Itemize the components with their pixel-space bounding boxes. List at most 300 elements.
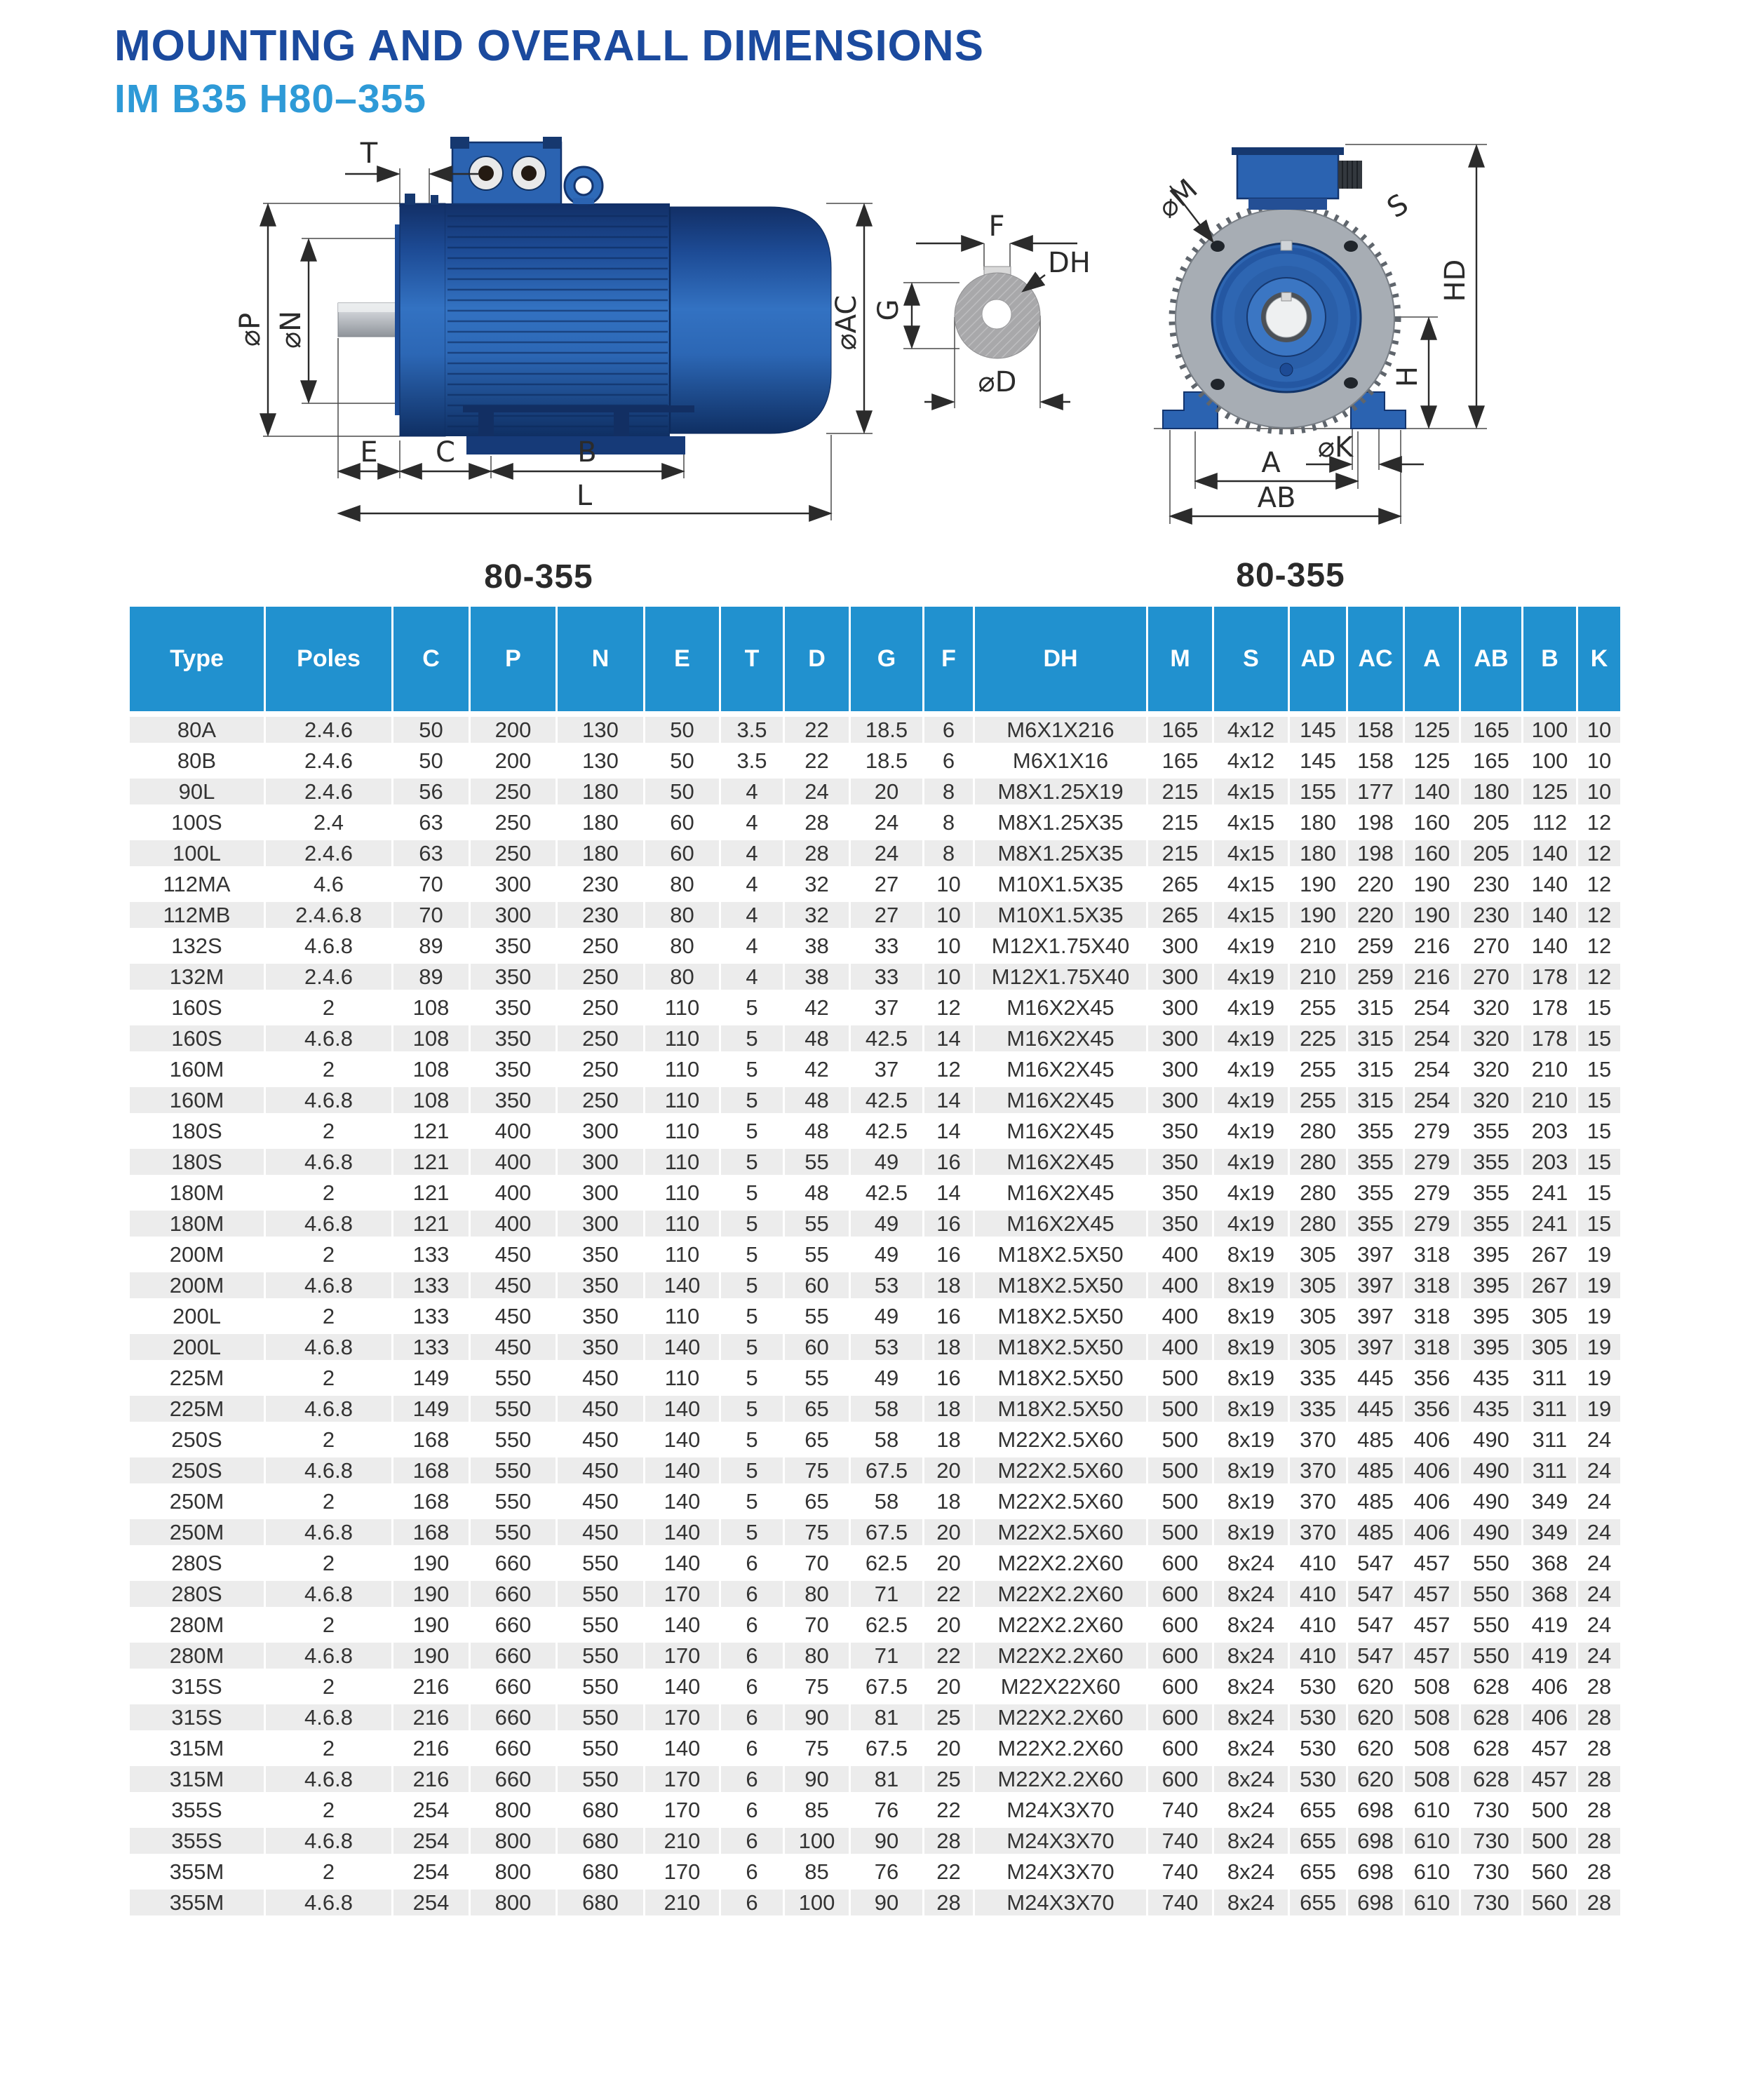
table-cell: 42.5 xyxy=(851,1087,924,1113)
table-cell: 42 xyxy=(785,995,851,1021)
table-cell: 50 xyxy=(393,717,471,743)
front-view-caption: 80-355 xyxy=(1236,557,1345,594)
table-cell: 130 xyxy=(558,717,645,743)
table-cell: 76 xyxy=(851,1859,924,1885)
table-cell: 318 xyxy=(1405,1272,1461,1298)
table-cell: 550 xyxy=(558,1581,645,1607)
table-cell: 254 xyxy=(1405,1087,1461,1113)
table-cell: 110 xyxy=(645,1118,721,1144)
table-cell: 2 xyxy=(266,1859,393,1885)
table-cell: 71 xyxy=(851,1581,924,1607)
table-row xyxy=(130,1180,1620,1211)
table-cell: 8x24 xyxy=(1214,1735,1290,1761)
table-cell: 406 xyxy=(1523,1674,1578,1699)
table-cell: 660 xyxy=(471,1735,558,1761)
table-cell: 2.4.6 xyxy=(266,964,393,990)
table-cell: 4.6.8 xyxy=(266,1643,393,1669)
table-cell: 58 xyxy=(851,1427,924,1453)
table-cell: 15 xyxy=(1587,1025,1612,1051)
table-cell: 5 xyxy=(721,1241,785,1267)
table-cell: 485 xyxy=(1348,1457,1405,1483)
table-cell: 2.4.6 xyxy=(266,748,393,774)
table-cell: 70 xyxy=(785,1550,851,1576)
table-cell: 4x19 xyxy=(1214,964,1290,990)
table-row xyxy=(130,1427,1620,1457)
table-cell: 628 xyxy=(1461,1674,1523,1699)
table-cell: 698 xyxy=(1348,1828,1405,1854)
table-cell: M22X2.2X60 xyxy=(975,1550,1148,1576)
table-cell: 740 xyxy=(1148,1859,1214,1885)
table-cell: 370 xyxy=(1290,1427,1348,1453)
table-cell: 500 xyxy=(1148,1488,1214,1514)
shaft-bore xyxy=(982,299,1011,329)
table-cell: 406 xyxy=(1405,1519,1461,1545)
table-cell: 168 xyxy=(393,1519,471,1545)
table-cell: 132M xyxy=(130,964,266,990)
table-cell: 140 xyxy=(645,1457,721,1483)
table-cell: 100 xyxy=(1523,717,1578,743)
table-cell: 300 xyxy=(558,1149,645,1175)
table-cell: 370 xyxy=(1290,1457,1348,1483)
table-cell: 406 xyxy=(1405,1457,1461,1483)
table-cell: 4 xyxy=(721,902,785,928)
table-cell: 49 xyxy=(851,1365,924,1391)
table-cell: 149 xyxy=(393,1365,471,1391)
table-cell: 70 xyxy=(785,1612,851,1638)
table-cell: 318 xyxy=(1405,1241,1461,1267)
table-cell: 450 xyxy=(471,1303,558,1329)
table-cell: 4x15 xyxy=(1214,779,1290,804)
table-cell: 600 xyxy=(1148,1550,1214,1576)
table-cell: 311 xyxy=(1523,1427,1578,1453)
table-cell: 2.4.6.8 xyxy=(266,902,393,928)
table-cell: 320 xyxy=(1461,1056,1523,1082)
table-cell: 4x19 xyxy=(1214,995,1290,1021)
table-cell: 215 xyxy=(1148,779,1214,804)
table-cell: 80 xyxy=(645,902,721,928)
table-cell: 250 xyxy=(558,1087,645,1113)
table-cell: 48 xyxy=(785,1180,851,1206)
table-cell: 259 xyxy=(1348,964,1405,990)
table-cell: 200 xyxy=(471,717,558,743)
table-cell: 24 xyxy=(1587,1643,1612,1668)
table-cell: 279 xyxy=(1405,1149,1461,1175)
table-cell: 4.6.8 xyxy=(266,1828,393,1854)
table-cell: 110 xyxy=(645,1303,721,1329)
table-cell: 220 xyxy=(1348,902,1405,928)
table-cell: 397 xyxy=(1348,1334,1405,1360)
table-cell: 200L xyxy=(130,1334,266,1360)
table-cell: 80 xyxy=(645,933,721,959)
table-cell: 67.5 xyxy=(851,1519,924,1545)
table-cell: 110 xyxy=(645,1365,721,1391)
table-cell: 20 xyxy=(851,779,924,804)
table-cell: 5 xyxy=(721,1211,785,1237)
table-cell: M22X2.2X60 xyxy=(975,1735,1148,1761)
table-cell: 350 xyxy=(1148,1180,1214,1206)
table-cell: 48 xyxy=(785,1025,851,1051)
table-cell: 550 xyxy=(558,1704,645,1730)
table-cell: 350 xyxy=(558,1272,645,1298)
table-cell: 190 xyxy=(393,1612,471,1638)
dim-label-t: T xyxy=(360,137,378,170)
table-cell: 110 xyxy=(645,995,721,1021)
table-cell: 508 xyxy=(1405,1704,1461,1730)
table-cell: 400 xyxy=(471,1149,558,1175)
table-row xyxy=(130,1365,1620,1396)
table-cell: 740 xyxy=(1148,1828,1214,1854)
table-cell: 698 xyxy=(1348,1890,1405,1915)
table-cell: 490 xyxy=(1461,1427,1523,1453)
table-cell: 190 xyxy=(393,1550,471,1576)
table-cell: 5 xyxy=(721,1087,785,1113)
fin-body xyxy=(445,203,670,436)
table-cell: 300 xyxy=(558,1180,645,1206)
table-cell: 397 xyxy=(1348,1303,1405,1329)
table-cell: 140 xyxy=(645,1396,721,1422)
table-cell: 406 xyxy=(1523,1704,1578,1730)
table-cell: M8X1.25X35 xyxy=(975,809,1148,835)
table-cell: 168 xyxy=(393,1427,471,1453)
table-cell: 85 xyxy=(785,1859,851,1885)
table-cell: 2 xyxy=(266,1303,393,1329)
table-cell: 800 xyxy=(471,1890,558,1915)
table-cell: 300 xyxy=(1148,964,1214,990)
table-cell: 254 xyxy=(1405,1056,1461,1082)
table-cell: 4.6.8 xyxy=(266,933,393,959)
table-cell: 5 xyxy=(721,1149,785,1175)
table-cell: 305 xyxy=(1523,1303,1578,1329)
table-cell: 8x19 xyxy=(1214,1241,1290,1267)
dim-label-hd: HD xyxy=(1439,259,1472,302)
table-cell: 5 xyxy=(721,1457,785,1483)
table-cell: 550 xyxy=(558,1766,645,1792)
table-cell: 15 xyxy=(1587,1180,1612,1205)
table-cell: 680 xyxy=(558,1890,645,1915)
dimensions-table xyxy=(130,607,1620,1920)
table-cell: 210 xyxy=(1523,1087,1578,1113)
table-cell: 19 xyxy=(1587,1396,1612,1421)
table-cell: 180 xyxy=(1290,840,1348,866)
table-cell: 740 xyxy=(1148,1890,1214,1915)
table-cell: 5 xyxy=(721,1056,785,1082)
table-cell: 355S xyxy=(130,1828,266,1854)
table-cell: 210 xyxy=(1523,1056,1578,1082)
table-cell: 5 xyxy=(721,1519,785,1545)
table-cell: 22 xyxy=(924,1859,975,1885)
table-cell: 133 xyxy=(393,1334,471,1360)
table-cell: 160M xyxy=(130,1056,266,1082)
table-cell: 110 xyxy=(645,1241,721,1267)
table-cell: 180 xyxy=(558,779,645,804)
table-cell: 6 xyxy=(721,1735,785,1761)
table-cell: 216 xyxy=(393,1674,471,1699)
table-cell: 550 xyxy=(558,1674,645,1699)
table-cell: 550 xyxy=(1461,1612,1523,1638)
table-cell: 547 xyxy=(1348,1550,1405,1576)
table-cell: 200M xyxy=(130,1272,266,1298)
table-cell: 6 xyxy=(721,1828,785,1854)
table-cell: 18 xyxy=(924,1334,975,1360)
table-cell: 400 xyxy=(471,1118,558,1144)
table-cell: 450 xyxy=(558,1519,645,1545)
table-cell: 20 xyxy=(924,1550,975,1576)
table-cell: 8x24 xyxy=(1214,1890,1290,1915)
table-cell: 8x24 xyxy=(1214,1859,1290,1885)
table-cell: 15 xyxy=(1587,995,1612,1020)
table-cell: 547 xyxy=(1348,1581,1405,1607)
table-cell: 550 xyxy=(471,1427,558,1453)
table-cell: 350 xyxy=(471,1025,558,1051)
table-row xyxy=(130,1334,1620,1365)
column-header: E xyxy=(645,607,721,711)
table-cell: 508 xyxy=(1405,1674,1461,1699)
column-header: AC xyxy=(1348,607,1405,711)
table-cell: 60 xyxy=(645,840,721,866)
table-cell: 5 xyxy=(721,1025,785,1051)
table-cell: 121 xyxy=(393,1149,471,1175)
table-cell: 140 xyxy=(645,1334,721,1360)
table-cell: 110 xyxy=(645,1149,721,1175)
table-cell: 500 xyxy=(1148,1427,1214,1453)
table-row xyxy=(130,1828,1620,1859)
table-cell: 180S xyxy=(130,1118,266,1144)
column-header: N xyxy=(558,607,645,711)
table-cell: 12 xyxy=(1587,964,1612,989)
table-cell: 25 xyxy=(924,1766,975,1792)
table-cell: 4.6.8 xyxy=(266,1087,393,1113)
table-cell: 132S xyxy=(130,933,266,959)
table-cell: 485 xyxy=(1348,1488,1405,1514)
table-cell: 355 xyxy=(1348,1211,1405,1237)
table-cell: 265 xyxy=(1148,902,1214,928)
table-cell: 5 xyxy=(721,1396,785,1422)
table-cell: 12 xyxy=(1587,933,1612,958)
table-row xyxy=(130,779,1620,809)
table-cell: 680 xyxy=(558,1828,645,1854)
table-cell: 550 xyxy=(558,1643,645,1669)
table-cell: 610 xyxy=(1405,1890,1461,1915)
table-cell: M10X1.5X35 xyxy=(975,902,1148,928)
table-row xyxy=(130,1704,1620,1735)
table-cell: 5 xyxy=(721,1488,785,1514)
column-header: F xyxy=(924,607,975,711)
table-cell: M22X2.5X60 xyxy=(975,1457,1148,1483)
table-cell: 4.6.8 xyxy=(266,1211,393,1237)
table-cell: 4x19 xyxy=(1214,1056,1290,1082)
table-cell: 110 xyxy=(645,1180,721,1206)
table-cell: M22X2.5X60 xyxy=(975,1427,1148,1453)
table-cell: 300 xyxy=(471,902,558,928)
table-cell: 318 xyxy=(1405,1334,1461,1360)
table-cell: 450 xyxy=(471,1272,558,1298)
table-cell: 500 xyxy=(1148,1519,1214,1545)
dim-label-m: ⌀M xyxy=(1152,173,1204,225)
table-row xyxy=(130,809,1620,840)
table-cell: 267 xyxy=(1523,1272,1578,1298)
column-header: A xyxy=(1405,607,1461,711)
table-cell: 168 xyxy=(393,1488,471,1514)
table-cell: 4x15 xyxy=(1214,902,1290,928)
table-cell: 400 xyxy=(1148,1272,1214,1298)
table-cell: 395 xyxy=(1461,1241,1523,1267)
table-cell: 10 xyxy=(924,964,975,990)
table-cell: 48 xyxy=(785,1087,851,1113)
table-cell: 250 xyxy=(471,779,558,804)
table-cell: 2 xyxy=(266,1180,393,1206)
table-cell: 406 xyxy=(1405,1488,1461,1514)
table-cell: 49 xyxy=(851,1303,924,1329)
table-cell: 170 xyxy=(645,1859,721,1885)
table-cell: 210 xyxy=(1290,933,1348,959)
table-cell: 450 xyxy=(471,1334,558,1360)
table-cell: 230 xyxy=(1461,902,1523,928)
table-cell: 158 xyxy=(1348,717,1405,743)
table-cell: 230 xyxy=(558,902,645,928)
table-cell: 450 xyxy=(558,1365,645,1391)
table-cell: 4x15 xyxy=(1214,871,1290,897)
table-cell: 610 xyxy=(1405,1859,1461,1885)
table-cell: M22X2.5X60 xyxy=(975,1488,1148,1514)
table-cell: 490 xyxy=(1461,1457,1523,1483)
table-cell: 8x24 xyxy=(1214,1704,1290,1730)
table-cell: 315S xyxy=(130,1674,266,1699)
table-cell: 63 xyxy=(393,809,471,835)
table-cell: 12 xyxy=(1587,871,1612,896)
table-cell: 300 xyxy=(1148,1056,1214,1082)
table-row xyxy=(130,1766,1620,1797)
table-cell: 90 xyxy=(851,1890,924,1915)
table-cell: 250M xyxy=(130,1488,266,1514)
table-cell: 254 xyxy=(1405,1025,1461,1051)
table-cell: 450 xyxy=(558,1396,645,1422)
table-cell: 4x19 xyxy=(1214,1118,1290,1144)
fan-cover xyxy=(670,207,831,433)
table-row xyxy=(130,902,1620,933)
table-cell: 320 xyxy=(1461,995,1523,1021)
table-cell: 225M xyxy=(130,1365,266,1391)
table-cell: 410 xyxy=(1290,1581,1348,1607)
table-cell: 450 xyxy=(558,1457,645,1483)
table-cell: M18X2.5X50 xyxy=(975,1396,1148,1422)
table-cell: 349 xyxy=(1523,1488,1578,1514)
table-cell: 180 xyxy=(1290,809,1348,835)
table-cell: 4.6.8 xyxy=(266,1519,393,1545)
table-cell: 180 xyxy=(558,840,645,866)
table-cell: 320 xyxy=(1461,1025,1523,1051)
table-cell: 280 xyxy=(1290,1180,1348,1206)
column-header: S xyxy=(1214,607,1290,711)
table-cell: M16X2X45 xyxy=(975,1118,1148,1144)
table-cell: 279 xyxy=(1405,1211,1461,1237)
table-cell: 4.6.8 xyxy=(266,1581,393,1607)
table-cell: 155 xyxy=(1290,779,1348,804)
table-cell: 600 xyxy=(1148,1612,1214,1638)
table-cell: 435 xyxy=(1461,1396,1523,1422)
table-cell: 600 xyxy=(1148,1581,1214,1607)
table-cell: 800 xyxy=(471,1797,558,1823)
table-cell: 149 xyxy=(393,1396,471,1422)
table-cell: 254 xyxy=(393,1859,471,1885)
table-cell: 530 xyxy=(1290,1766,1348,1792)
table-cell: 400 xyxy=(471,1211,558,1237)
table-cell: 28 xyxy=(1587,1890,1612,1915)
table-cell: 250 xyxy=(558,1056,645,1082)
column-header: B xyxy=(1523,607,1578,711)
table-cell: 5 xyxy=(721,1180,785,1206)
table-cell: 28 xyxy=(1587,1674,1612,1699)
table-cell: 500 xyxy=(1148,1457,1214,1483)
table-cell: 10 xyxy=(1587,717,1612,742)
table-cell: 6 xyxy=(721,1766,785,1792)
table-cell: 255 xyxy=(1290,995,1348,1021)
table-cell: 730 xyxy=(1461,1890,1523,1915)
table-cell: 457 xyxy=(1405,1612,1461,1638)
table-cell: 5 xyxy=(721,995,785,1021)
table-row xyxy=(130,1581,1620,1612)
table-cell: 8x24 xyxy=(1214,1550,1290,1576)
shaft-end xyxy=(1266,297,1307,337)
table-cell: 270 xyxy=(1461,933,1523,959)
dim-label-a: A xyxy=(1261,447,1281,479)
table-cell: 4.6.8 xyxy=(266,1334,393,1360)
table-cell: 2 xyxy=(266,1241,393,1267)
table-cell: 145 xyxy=(1290,717,1348,743)
side-view-caption: 80-355 xyxy=(484,558,593,595)
table-cell: M22X2.2X60 xyxy=(975,1766,1148,1792)
table-cell: 730 xyxy=(1461,1797,1523,1823)
table-cell: 500 xyxy=(1523,1828,1578,1854)
table-cell: 63 xyxy=(393,840,471,866)
table-cell: 8 xyxy=(924,840,975,866)
table-cell: 350 xyxy=(558,1241,645,1267)
table-cell: 500 xyxy=(1148,1365,1214,1391)
table-cell: 225 xyxy=(1290,1025,1348,1051)
table-row xyxy=(130,1303,1620,1334)
dim-label-ac: ⌀AC xyxy=(830,295,863,351)
table-cell: 300 xyxy=(1148,995,1214,1021)
table-cell: 65 xyxy=(785,1488,851,1514)
table-cell: 241 xyxy=(1523,1180,1578,1206)
table-cell: 2 xyxy=(266,1488,393,1514)
table-cell: 356 xyxy=(1405,1396,1461,1422)
table-cell: 37 xyxy=(851,1056,924,1082)
table-cell: 28 xyxy=(924,1890,975,1915)
table-cell: 5 xyxy=(721,1365,785,1391)
table-cell: 12 xyxy=(1587,902,1612,927)
motor-front-body xyxy=(1163,147,1406,431)
table-cell: 4 xyxy=(721,933,785,959)
table-cell: 8x19 xyxy=(1214,1488,1290,1514)
table-cell: 349 xyxy=(1523,1519,1578,1545)
table-row xyxy=(130,871,1620,902)
table-cell: 550 xyxy=(1461,1581,1523,1607)
table-cell: 660 xyxy=(471,1550,558,1576)
dim-label-b: B xyxy=(577,436,597,469)
table-cell: 210 xyxy=(645,1828,721,1854)
table-cell: 140 xyxy=(1405,779,1461,804)
table-cell: 65 xyxy=(785,1396,851,1422)
table-cell: 133 xyxy=(393,1272,471,1298)
table-cell: 410 xyxy=(1290,1643,1348,1669)
table-cell: 560 xyxy=(1523,1859,1578,1885)
table-cell: 2 xyxy=(266,1118,393,1144)
table-cell: 400 xyxy=(1148,1334,1214,1360)
table-cell: M24X3X70 xyxy=(975,1890,1148,1915)
table-cell: 4 xyxy=(721,964,785,990)
table-row xyxy=(130,1890,1620,1920)
dim-label-c: C xyxy=(436,436,455,469)
